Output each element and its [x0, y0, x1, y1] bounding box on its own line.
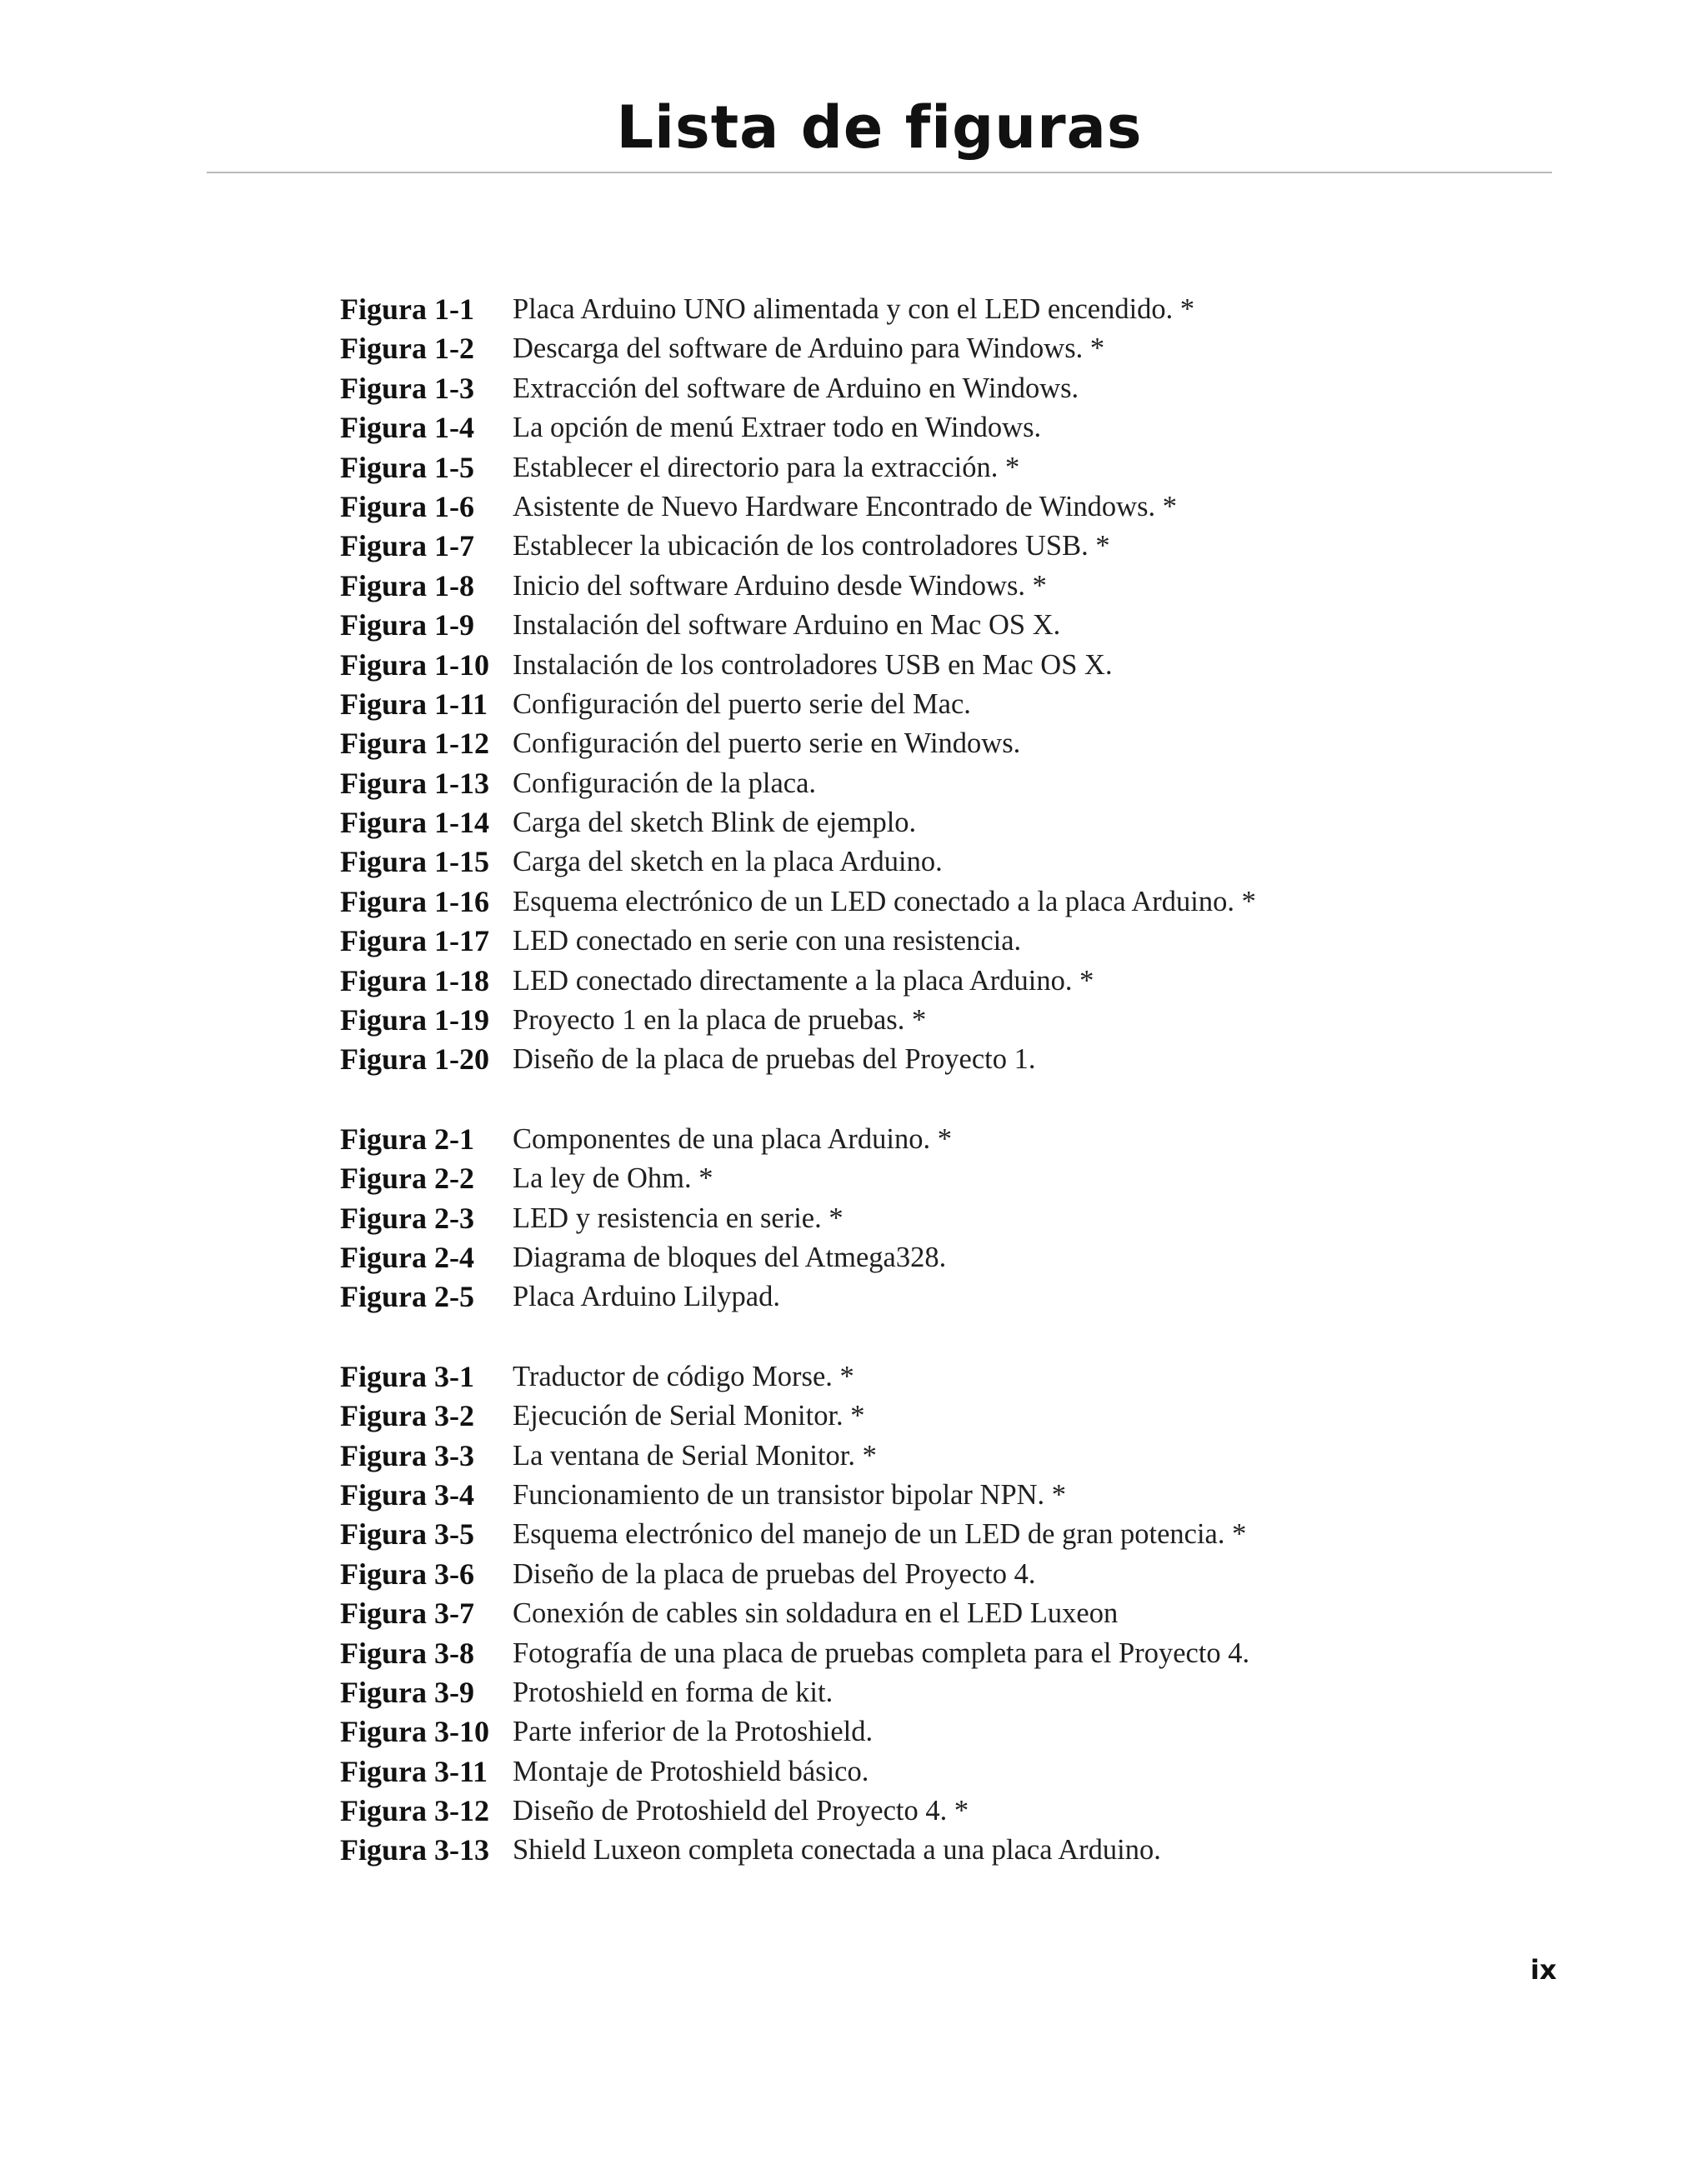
figure-number: Figura 3-12 [340, 1794, 489, 1828]
figure-entry [340, 882, 1440, 922]
figure-entry [340, 1594, 1440, 1633]
figure-entry [340, 1673, 1440, 1712]
page-number: ix [1530, 1954, 1557, 1986]
figure-number: Figura 3-4 [340, 1477, 474, 1512]
figure-entry [340, 369, 1440, 408]
figure-number: Figura 1-13 [340, 766, 489, 800]
figure-entry [340, 1437, 1440, 1476]
figure-entry [340, 962, 1440, 1001]
figure-caption: Funcionamiento de un transistor bipolar NPN. * [513, 1478, 1067, 1511]
figure-caption: Protoshield en forma de kit. [513, 1676, 833, 1708]
figure-caption: Descarga del software de Arduino para Windows. * [513, 332, 1105, 365]
figure-entry [340, 1515, 1440, 1554]
figure-caption: LED y resistencia en serie. * [513, 1202, 843, 1234]
figure-entry [340, 329, 1440, 368]
figure-caption: Instalación de los controladores USB en Mac OS X. [513, 648, 1113, 681]
figure-number: Figura 3-9 [340, 1675, 474, 1709]
figure-entry [340, 1277, 1440, 1317]
figure-number: Figura 3-2 [340, 1399, 474, 1433]
figure-entry [340, 922, 1440, 961]
figure-number: Figura 1-10 [340, 647, 489, 682]
figure-number: Figura 1-2 [340, 332, 474, 366]
figure-caption: La opción de menú Extraer todo en Windows. [513, 412, 1042, 444]
figure-caption: Configuración del puerto serie del Mac. [513, 687, 971, 720]
figure-caption: Establecer la ubicación de los controladores USB. * [513, 530, 1110, 562]
figure-caption: Diagrama de bloques del Atmega328. [513, 1241, 947, 1273]
figure-caption: Carga del sketch Blink de ejemplo. [513, 807, 917, 839]
figure-group [340, 1357, 1440, 1871]
figure-number: Figura 2-5 [340, 1280, 474, 1314]
figure-number: Figura 3-7 [340, 1597, 474, 1631]
figure-number: Figura 3-6 [340, 1557, 474, 1591]
figure-caption: Diseño de Protoshield del Proyecto 4. * [513, 1795, 969, 1827]
figure-number: Figura 1-17 [340, 924, 489, 958]
figure-number: Figura 1-3 [340, 371, 474, 405]
figure-number: Figura 2-2 [340, 1162, 474, 1196]
figure-number: Figura 1-16 [340, 884, 489, 918]
figure-caption: Shield Luxeon completa conectada a una placa Arduino. [513, 1834, 1161, 1867]
figure-number: Figura 3-3 [340, 1438, 474, 1472]
figure-entry [340, 448, 1440, 487]
figure-caption: Montaje de Protoshield básico. [513, 1755, 869, 1787]
figure-caption: Esquema electrónico del manejo de un LED de gran potencia. * [513, 1518, 1247, 1551]
figure-entry [340, 685, 1440, 724]
figure-caption: Configuración del puerto serie en Windows. [513, 727, 1021, 760]
figure-number: Figura 1-11 [340, 687, 488, 721]
figure-group [340, 1120, 1440, 1317]
figure-number: Figura 3-13 [340, 1833, 489, 1867]
figure-caption: Establecer el directorio para la extracción. * [513, 451, 1020, 483]
figure-entry [340, 408, 1440, 447]
figure-caption: Asistente de Nuevo Hardware Encontrado de Windows. * [513, 490, 1178, 522]
figure-number: Figura 3-11 [340, 1754, 488, 1788]
figure-caption: Carga del sketch en la placa Arduino. [513, 846, 943, 878]
figure-entry [340, 1238, 1440, 1277]
figure-number: Figura 1-12 [340, 727, 489, 761]
figure-number: Figura 2-4 [340, 1240, 474, 1274]
title-divider [207, 172, 1552, 173]
figure-number: Figura 2-1 [340, 1122, 474, 1156]
figure-entry [340, 646, 1440, 685]
figure-caption: Parte inferior de la Protoshield. [513, 1716, 874, 1748]
figure-number: Figura 3-1 [340, 1359, 474, 1393]
figure-caption: Esquema electrónico de un LED conectado a la placa Arduino. * [513, 885, 1256, 917]
figure-number: Figura 1-15 [340, 845, 489, 879]
figure-entry [340, 1752, 1440, 1792]
figure-number: Figura 1-20 [340, 1042, 489, 1077]
figure-entry [340, 1120, 1440, 1159]
figure-entry [340, 764, 1440, 803]
figure-entry [340, 1712, 1440, 1752]
figure-entry [340, 1634, 1440, 1673]
figure-number: Figura 1-19 [340, 1003, 489, 1037]
figure-entry [340, 567, 1440, 606]
figure-entry [340, 1159, 1440, 1198]
figure-entry [340, 1040, 1440, 1079]
figure-caption: Componentes de una placa Arduino. * [513, 1122, 952, 1155]
figure-number: Figura 3-5 [340, 1517, 474, 1552]
figure-number: Figura 1-1 [340, 292, 474, 326]
figure-entry [340, 290, 1440, 329]
figure-caption: Fotografía de una placa de pruebas completa para el Proyecto 4. [513, 1637, 1250, 1669]
figure-number: Figura 1-5 [340, 450, 474, 484]
figure-list [340, 290, 1440, 1911]
figure-entry [340, 1476, 1440, 1515]
figure-caption: Extracción del software de Arduino en Windows. [513, 372, 1079, 404]
figure-entry [340, 1199, 1440, 1238]
figure-caption: Diseño de la placa de pruebas del Proyecto 4. [513, 1557, 1036, 1590]
figure-number: Figura 1-8 [340, 568, 474, 602]
figure-number: Figura 1-4 [340, 411, 474, 445]
figure-caption: LED conectado en serie con una resistencia. [513, 925, 1022, 957]
figure-caption: Conexión de cables sin soldadura en el LED Luxeon [513, 1597, 1119, 1630]
figure-number: Figura 1-18 [340, 963, 489, 997]
figure-caption: Diseño de la placa de pruebas del Proyecto 1. [513, 1043, 1036, 1076]
figure-caption: LED conectado directamente a la placa Arduino. * [513, 964, 1094, 997]
figure-entry [340, 842, 1440, 882]
figure-caption: Instalación del software Arduino en Mac OS X. [513, 609, 1061, 642]
figure-caption: Placa Arduino UNO alimentada y con el LED encendido. * [513, 293, 1195, 325]
figure-entry [340, 1357, 1440, 1397]
figure-number: Figura 1-14 [340, 806, 489, 840]
figure-number: Figura 2-3 [340, 1201, 474, 1235]
figure-caption: Inicio del software Arduino desde Windows. * [513, 569, 1047, 602]
figure-caption: Traductor de código Morse. * [513, 1360, 854, 1392]
figure-entry [340, 487, 1440, 527]
figure-entry [340, 803, 1440, 842]
figure-number: Figura 1-9 [340, 608, 474, 642]
figure-entry [340, 1831, 1440, 1870]
figure-number: Figura 1-7 [340, 529, 474, 563]
figure-entry [340, 527, 1440, 566]
figure-caption: La ventana de Serial Monitor. * [513, 1439, 877, 1472]
figure-entry [340, 606, 1440, 645]
figure-number: Figura 3-8 [340, 1636, 474, 1670]
figure-entry [340, 1555, 1440, 1594]
figure-caption: Configuración de la placa. [513, 767, 817, 799]
page-title: Lista de figuras [616, 93, 1143, 162]
figure-caption: La ley de Ohm. * [513, 1162, 713, 1195]
figure-number: Figura 1-6 [340, 489, 474, 523]
figure-entry [340, 1001, 1440, 1040]
figure-group [340, 290, 1440, 1080]
figure-entry [340, 1792, 1440, 1831]
figure-entry [340, 724, 1440, 763]
figure-entry [340, 1397, 1440, 1436]
figure-number: Figura 3-10 [340, 1715, 489, 1749]
figure-caption: Placa Arduino Lilypad. [513, 1281, 780, 1313]
figure-caption: Ejecución de Serial Monitor. * [513, 1400, 865, 1432]
figure-caption: Proyecto 1 en la placa de pruebas. * [513, 1004, 927, 1037]
